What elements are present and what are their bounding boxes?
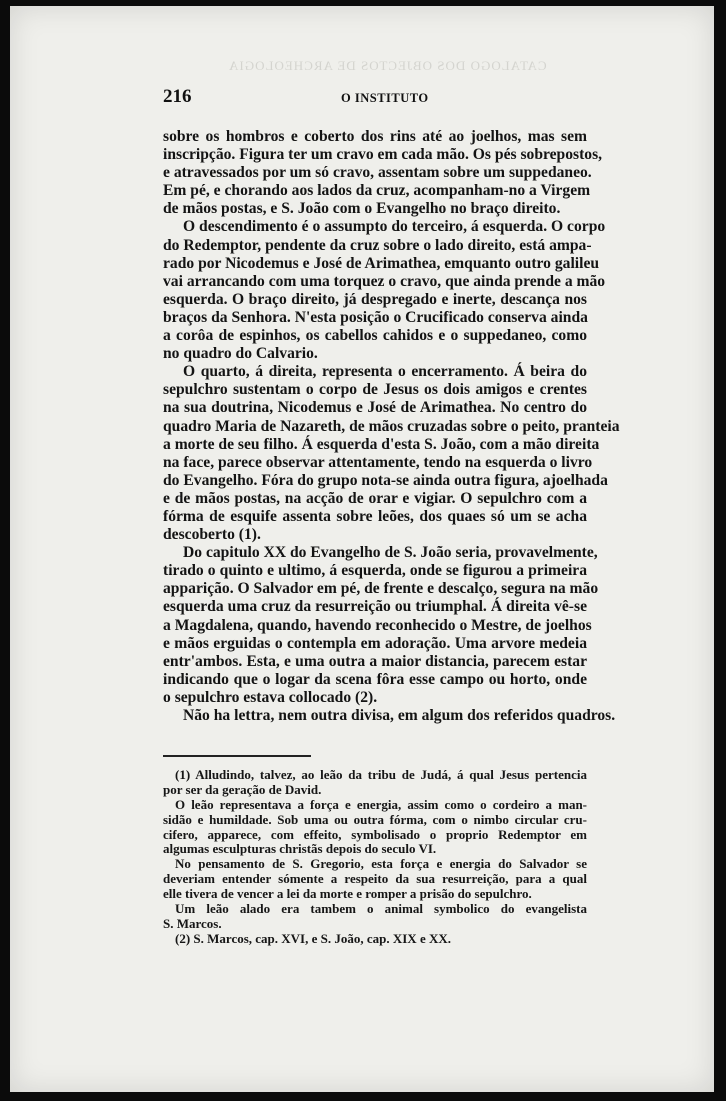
text-line: a corôa de espinhos, os cabellos cahidos e o suppedaneo, como — [163, 327, 587, 345]
text-line: no quadro do Calvario. — [163, 345, 318, 363]
text-line: No pensamento de S. Gregorio, esta força e energia do Salvador se — [175, 856, 587, 872]
paragraph — [163, 128, 603, 218]
text-line: cifero, apparece, com effeito, symbolisado o proprio Redemptor em — [163, 826, 587, 842]
paragraph — [163, 707, 616, 725]
text-line: descoberto (1). — [163, 526, 261, 544]
footnotes — [163, 768, 587, 947]
text-line: vai arrancando com uma torquez o cravo, que ainda prende a mão — [163, 272, 606, 290]
running-title: O INSTITUTO — [341, 91, 429, 105]
page-header — [163, 86, 587, 108]
text-line: e atravessados por um só cravo, assentam sobre um suppedaneo. — [163, 164, 592, 182]
paragraph — [163, 363, 620, 544]
text-line: Um leão alado era tambem o animal symbolico do evangelista — [175, 901, 587, 917]
text-line: elle tivera de vencer a lei da morte e romper a prisão do sepulchro. — [163, 886, 532, 902]
text-line: tirado o quinto e ultimo, á esquerda, onde se figurou a primeira — [163, 562, 587, 580]
text-line: O descendimento é o assumpto do terceiro, á esquerda. O corpo — [183, 218, 606, 236]
text-line: esquerda. O braço direito, já despregado e inerte, descança nos — [163, 290, 587, 308]
footnote — [163, 857, 587, 902]
text-line: e de mãos postas, na acção de orar e vigiar. O sepulchro com a — [163, 489, 587, 507]
text-line: deveriam entender sómente a respeito da sua resurreição, para a qual — [163, 871, 587, 887]
text-line: na sua doutrina, Nicodemus e José de Arimathea. No centro do — [163, 399, 587, 417]
text-line: do Redemptor, pendente da cruz sobre o lado direito, está ampa- — [163, 236, 592, 254]
page-number: 216 — [163, 86, 192, 107]
text-line: sobre os hombros e coberto dos rins até ao joelhos, mas sem — [163, 128, 587, 145]
text-line: braços da Senhora. N'esta posição o Crucificado conserva ainda — [163, 308, 588, 326]
text-line: fórma de esquife assenta sobre leões, dos quaes só um se acha — [163, 507, 587, 525]
text-line: e mãos erguidas o contempla em adoração. Uma arvore medeia — [163, 634, 587, 652]
text-line: algumas esculpturas christãs depois do seculo VI. — [163, 841, 437, 857]
text-line: Em pé, e chorando aos lados da cruz, acompanham-no a Virgem — [163, 182, 591, 200]
paragraph — [163, 218, 606, 363]
text-line: sidão e humildade. Sob uma ou outra fórma, com o nimbo circular cru- — [163, 811, 587, 827]
footnote-rule — [163, 755, 311, 757]
text-line: o sepulchro estava collocado (2). — [163, 688, 378, 706]
bleed-through-text: CATALOGO DOS OBJECTOS DE ARCHEOLOGIA — [228, 58, 547, 73]
text-line: inscripção. Figura ter um cravo em cada mão. Os pés sobrepostos, — [163, 146, 603, 164]
footnote — [163, 768, 587, 798]
text-line: do Evangelho. Fóra do grupo nota-se ainda outra figura, ajoelhada — [163, 471, 608, 489]
body-text — [163, 128, 620, 725]
text-line: na face, parece observar attentamente, tendo na esquerda o livro — [163, 453, 593, 471]
text-line: (2) S. Marcos, cap. XVI, e S. João, cap. XIX e XX. — [175, 930, 451, 946]
text-line: esquerda uma cruz da resurreição ou triumphal. Á direita vê-se — [163, 598, 587, 616]
text-line: entr'ambos. Esta, e uma outra a maior distancia, parecem estar — [163, 652, 587, 670]
text-line: por ser da geração de David. — [163, 781, 322, 797]
text-line: Não ha lettra, nem outra divisa, em algum dos referidos quadros. — [183, 707, 616, 724]
text-line: (1) Alludindo, talvez, ao leão da tribu de Judá, á qual Jesus pertencia — [175, 767, 587, 782]
text-line: a Magdalena, quando, havendo reconhecido o Mestre, de joelhos — [163, 616, 592, 634]
text-line: rado por Nicodemus e José de Arimathea, emquanto outro galileu — [163, 254, 600, 272]
text-line: S. Marcos. — [163, 915, 222, 931]
text-line: de mãos postas, e S. João com o Evangelho no braço direito. — [163, 200, 561, 218]
paragraph — [163, 544, 599, 707]
text-line: O leão representava a força e energia, assim como o cordeiro a man- — [175, 796, 587, 812]
text-line: indicando que o logar da scena fôra esse campo ou horto, onde — [163, 670, 587, 688]
footnote — [163, 932, 587, 947]
footnote — [163, 902, 587, 932]
text-line: Do capitulo XX do Evangelho de S. João seria, provavelmente, — [183, 544, 598, 562]
text-line: O quarto, á direita, representa o encerramento. Á beira do — [183, 363, 587, 381]
text-line: apparição. O Salvador em pé, de frente e descalço, segura na mão — [163, 580, 599, 598]
text-line: sepulchro sustentam o corpo de Jesus os dois amigos e crentes — [163, 381, 587, 399]
text-line: quadro Maria de Nazareth, de mãos cruzadas sobre o peito, pranteia — [163, 417, 620, 435]
footnote — [163, 798, 587, 858]
text-line: a morte de seu filho. Á esquerda d'esta S. João, com a mão direita — [163, 435, 600, 453]
